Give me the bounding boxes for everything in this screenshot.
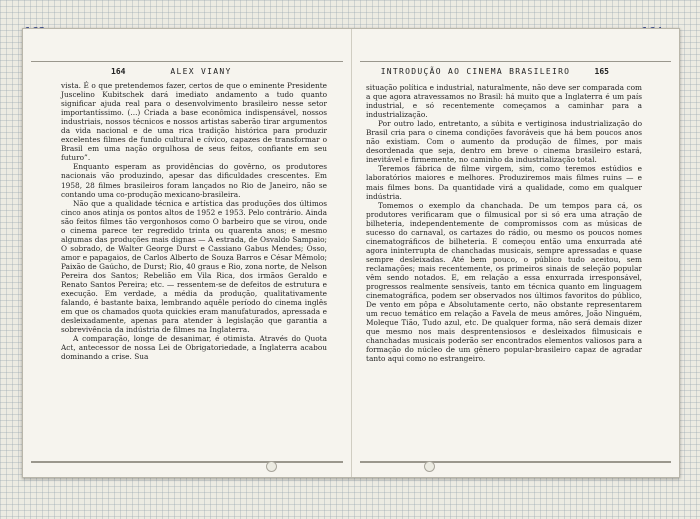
page-number: 165 (594, 67, 609, 76)
paragraph: situação política e industrial, naturalmente, não deve ser comparada com a que agora atravessamos no Brasil: há muito que a Inglaterra é um país industrial, e só recentemente começamos a caminhar para a industrialização. (366, 83, 642, 120)
top-rule (31, 61, 343, 62)
binder-hole (266, 461, 277, 472)
open-book (22, 28, 680, 478)
paragraph: A comparação, longe de desanimar, é otimista. Através do Quota Act, antecessor de nossa Lei de Obrigatoriedade, a Inglaterra acabou dominando a crise. Sua (61, 334, 327, 362)
bottom-rule (360, 461, 671, 463)
top-rule (360, 61, 671, 62)
paragraph: Enquanto esperam as providências do govêrno, os produtores nacionais vão produzindo, apesar das dificuldades crescentes. Em 1958, 28 filmes brasileiros foram lançados no Rio de Janeiro, não se contando uma co-produção mexicano-brasileira. (61, 162, 327, 199)
page-number: 164 (111, 67, 126, 76)
paragraph: Não que a qualidade técnica e artística das produções dos últimos cinco anos atinja os pontos altos de 1952 e 1953. Pelo contrário. Ainda são feitos filmes tão vergonhosos como O barbeiro que se virou, onde o cinema parece ter regredido trinta ou quarenta anos; e mesmo algumas das produções mais dignas — A estrada, de Osvaldo Sampaio; O sobrado, de Walter George Durst e Cassiano Gabus Mendes; Osso, amor e papagaios, de Carlos Alberto de Souza Barros e César Mêmolo; Paixão de Gaúcho, de Durst; Rio, 40 graus e Rio, zona norte, de Nelson Pereira dos Santos; Rebelião em Vila Rica, dos irmãos Geraldo e Renato Santos Pereira; etc. — ressentem-se de defeitos de estrutura e execução. Em verdade, a média da produção, qualitativamente falando, é bastante baixa, lembrando aquêle período do cinema inglês em que os chamados quota quickies eram manufaturados, apressada e desleixadamente, apenas para atender à legislação que garantia a sobrevivência da indústria de filmes na Inglaterra. (61, 198, 327, 335)
paragraph: Tomemos o exemplo da chanchada. De um tempos para cá, os produtores verificaram que o filmusical por si só era uma atração de bilheteria, independentemente de compromissos com as músicas de sucesso do carnaval, os cartazes do rádio, ou mesmo os poucos nomes cinematográficos de bilheteria. E começou então uma enxurrada até agora ininterrupta de chanchadas musicais, sempre apressadas e quase sempre desleixadas. Até bem pouco, o público tudo aceitou, sem reclamações; mais recentemente, os primeiros sinais de seleção popular vêm sendo notados. E, em relação a essa enxurrada irresponsável, progressos realmente sensíveis, tanto em técnica quanto em linguagem cinematográfica, podem ser observados nos últimos favoritos do público, De vento em pôpa e Absolutamente certo, não obstante representarem um recuo temático em relação a Favela de meus amôres, João Ninguém, Moleque Tião, Tudo azul, etc. De qualquer forma, não será demais dizer que mesmo nos mais desprentensiosos e desleixados filmusicais e chanchadas musicais poderão ser encontrados elementos valiosos para a formação do núcleo de um gênero popular-brasileiro capaz de agradar tanto aqui como no estrangeiro. (366, 200, 642, 364)
paragraph: Teremos fábrica de filme virgem, sim, como teremos estúdios e laboratórios maiores e melhores. Produziremos mais filmes ruins — e mais filmes bons. Da quantidade virá a qualidade, como em qualquer indústria. (366, 164, 642, 201)
paragraph: Por outro lado, entretanto, a súbita e vertiginosa industrialização do Brasil cria para o cinema condições favoráveis que há bem poucos anos não existiam. Com o aumento da produção de filmes, por mais desordenada que seja, dentro em breve o cinema brasileiro estará, inevitável e firmemente, no caminho da industrialização total. (366, 119, 642, 165)
page-body (61, 81, 327, 361)
paragraph: vista. É o que pretendemos fazer, certos de que o eminente Presidente Juscelino Kubitschek dará imediato andamento a tudo quanto significar ajuda real para o desenvolvimento brasileiro nesse setor importantíssimo. (...) Criada a base econômica indispensável, nossos industriais, nossos técnicos e nossos artistas saberão tirar argumentos da vida nacional e de uma rica tradição histórica para produzir excelentes filmes de fundo cultural e cívico, capazes de transformar o Brasil em uma nação orgulhosa de seus feitos, confiante em seu futuro”. (61, 81, 327, 163)
running-header (366, 67, 665, 79)
left-page (23, 29, 352, 477)
running-header (37, 67, 337, 79)
bottom-rule (31, 461, 343, 463)
binder-hole (424, 461, 435, 472)
right-page (352, 29, 679, 477)
page-body (366, 83, 642, 363)
running-head-title: ALEX VIANY (170, 67, 232, 76)
running-head-title: INTRODUÇÃO AO CINEMA BRASILEIRO (380, 67, 571, 76)
